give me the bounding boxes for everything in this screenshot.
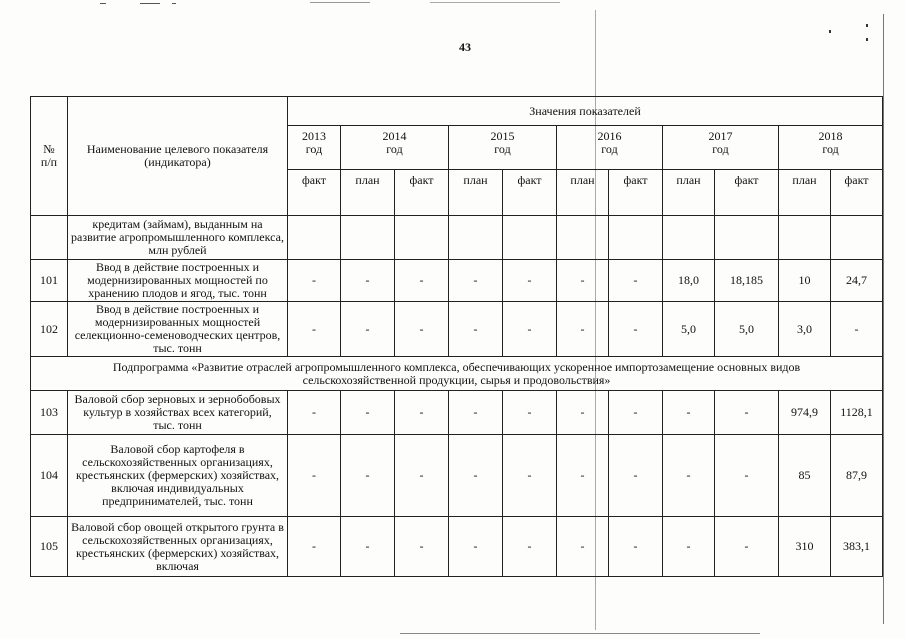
value-cell: - [288, 517, 341, 577]
value-cell: - [503, 435, 557, 517]
header-sub-3: план [449, 170, 503, 216]
value-cell: - [557, 435, 609, 517]
indicator-name: Валовой сбор овощей открытого грунта в сельскохозяйственных организациях, крестьянских (фермерских) хозяйствах, включая [68, 517, 288, 577]
value-cell [557, 216, 609, 260]
row-number: 102 [31, 302, 68, 357]
page-number: 43 [459, 40, 471, 54]
value-cell: - [609, 391, 663, 435]
value-cell: - [557, 260, 609, 302]
row-number: 103 [31, 391, 68, 435]
value-cell: - [395, 302, 449, 357]
header-year-2017: 2017 год [663, 126, 779, 170]
value-cell: - [663, 435, 715, 517]
value-cell [341, 216, 395, 260]
value-cell: - [503, 517, 557, 577]
indicators-table [30, 96, 883, 577]
header-year-2013: 2013 год [288, 126, 341, 170]
header-sub-2: факт [395, 170, 449, 216]
header-sub-6: факт [609, 170, 663, 216]
value-cell [715, 216, 779, 260]
value-cell: 5,0 [715, 302, 779, 357]
value-cell: 85 [779, 435, 831, 517]
indicator-name: Валовой сбор картофеля в сельскохозяйственных организациях, крестьянских (фермерских) хозяйствах, включая индивидуальных предпринимателей, тыс. тонн [68, 435, 288, 517]
value-cell: - [288, 260, 341, 302]
value-cell [288, 216, 341, 260]
row-number [31, 216, 68, 260]
value-cell: - [449, 302, 503, 357]
scan-dot-1 [829, 30, 831, 33]
value-cell: 24,7 [831, 260, 883, 302]
value-cell: - [663, 517, 715, 577]
value-cell: - [288, 391, 341, 435]
value-cell [503, 216, 557, 260]
value-cell: - [609, 517, 663, 577]
header-sub-8: факт [715, 170, 779, 216]
header-sub-4: факт [503, 170, 557, 216]
indicator-name: Ввод в действие построенных и модернизированных мощностей селекционно-семеноводческих центров, тыс. тонн [68, 302, 288, 357]
subprogram-row [31, 357, 883, 391]
value-cell: - [715, 391, 779, 435]
value-cell [779, 216, 831, 260]
value-cell: - [395, 435, 449, 517]
header-sub-5: план [557, 170, 609, 216]
header-name: Наименование целевого показателя (индикатора) [68, 97, 288, 216]
value-cell: - [449, 391, 503, 435]
value-cell: - [449, 435, 503, 517]
header-sub-10: факт [831, 170, 883, 216]
value-cell: - [715, 517, 779, 577]
value-cell: - [395, 260, 449, 302]
value-cell: 310 [779, 517, 831, 577]
value-cell: - [831, 302, 883, 357]
indicator-name: кредитам (займам), выданным на развитие агропромышленного комплекса, млн рублей [68, 216, 288, 260]
table-row [31, 517, 883, 577]
indicator-name: Валовой сбор зерновых и зернобобовых культур в хозяйствах всех категорий, тыс. тонн [68, 391, 288, 435]
header-sub-7: план [663, 170, 715, 216]
value-cell: - [341, 435, 395, 517]
indicators-table-body [31, 97, 883, 577]
header-num: № п/п [31, 97, 68, 216]
value-cell: 18,0 [663, 260, 715, 302]
table-row [31, 391, 883, 435]
value-cell [449, 216, 503, 260]
value-cell: - [395, 391, 449, 435]
header-values-title: Значения показателей [288, 97, 883, 126]
value-cell: 383,1 [831, 517, 883, 577]
row-number: 105 [31, 517, 68, 577]
scan-artifact-top-2 [140, 3, 160, 4]
value-cell: - [341, 302, 395, 357]
table-row [31, 260, 883, 302]
value-cell: - [341, 260, 395, 302]
value-cell: - [663, 391, 715, 435]
value-cell: 5,0 [663, 302, 715, 357]
indicator-name: Ввод в действие построенных и модернизированных мощностей по хранению плодов и ягод, тыс. тонн [68, 260, 288, 302]
row-number: 104 [31, 435, 68, 517]
value-cell: 87,9 [831, 435, 883, 517]
value-cell: - [503, 391, 557, 435]
value-cell: 974,9 [779, 391, 831, 435]
value-cell: - [557, 302, 609, 357]
table-row [31, 302, 883, 357]
scan-artifact-top-4 [310, 2, 370, 3]
value-cell: 18,185 [715, 260, 779, 302]
table-row [31, 435, 883, 517]
value-cell: - [449, 260, 503, 302]
scan-artifact-top-5 [430, 2, 560, 3]
scan-artifact-top-3 [172, 3, 176, 4]
value-cell: 1128,1 [831, 391, 883, 435]
subprogram-title: Подпрограмма «Развитие отраслей агропромышленного комплекса, обеспечивающих ускоренное импортозамещение основных видов сельскохозяйственной продукции, сырья и продовольствия» [31, 357, 883, 391]
table-row [31, 216, 883, 260]
header-sub-1: план [341, 170, 395, 216]
value-cell: - [503, 302, 557, 357]
value-cell [395, 216, 449, 260]
value-cell: - [503, 260, 557, 302]
value-cell: 10 [779, 260, 831, 302]
header-year-2016: 2016 год [557, 126, 663, 170]
value-cell: - [288, 302, 341, 357]
value-cell: - [715, 435, 779, 517]
scan-artifact-bottom [400, 633, 760, 634]
value-cell: - [609, 302, 663, 357]
value-cell: - [341, 391, 395, 435]
scan-dot-2 [866, 24, 868, 27]
header-sub-9: план [779, 170, 831, 216]
row-number: 101 [31, 260, 68, 302]
value-cell: - [557, 391, 609, 435]
header-year-2018: 2018 год [779, 126, 883, 170]
value-cell: 3,0 [779, 302, 831, 357]
header-year-2014: 2014 год [341, 126, 449, 170]
value-cell [609, 216, 663, 260]
value-cell: - [609, 260, 663, 302]
header-sub-0: факт [288, 170, 341, 216]
value-cell [831, 216, 883, 260]
value-cell: - [609, 435, 663, 517]
scan-vline-right [883, 14, 884, 624]
value-cell: - [395, 517, 449, 577]
scan-artifact-top-1 [100, 3, 106, 4]
value-cell: - [341, 517, 395, 577]
header-year-2015: 2015 год [449, 126, 557, 170]
value-cell: - [449, 517, 503, 577]
value-cell [663, 216, 715, 260]
value-cell: - [557, 517, 609, 577]
header-row-values [31, 97, 883, 126]
value-cell: - [288, 435, 341, 517]
